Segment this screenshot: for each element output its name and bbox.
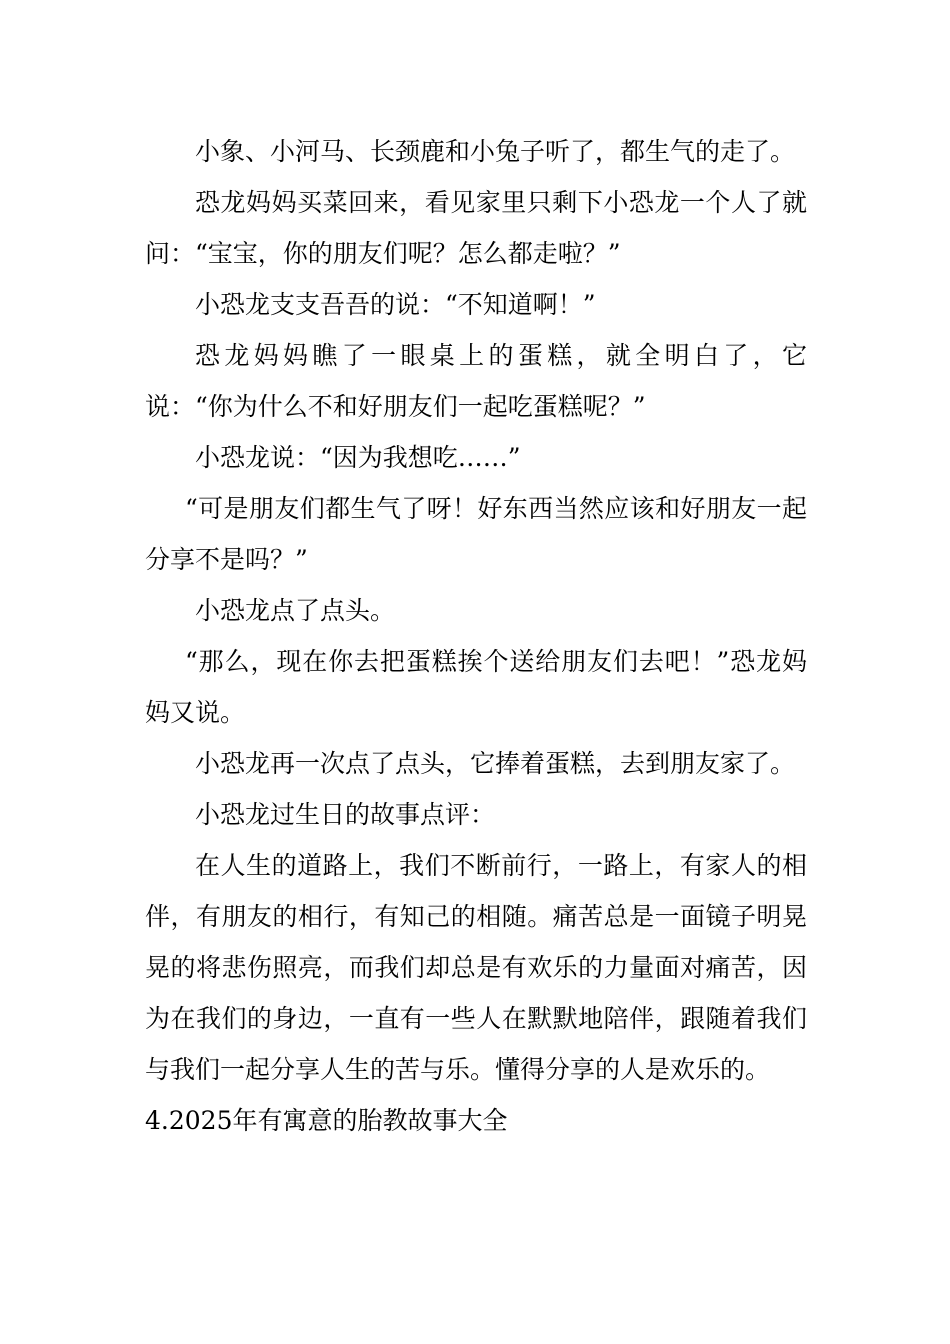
paragraph: 恐龙妈妈瞧了一眼桌上的蛋糕，就全明白了，它说：“你为什么不和好朋友们一起吃蛋糕呢？” (145, 341, 807, 421)
paragraph: “那么，现在你去把蛋糕挨个送给朋友们去吧！”恐龙妈妈又说。 (145, 647, 807, 727)
paragraph: 小恐龙支支吾吾的说：“不知道啊！” (195, 290, 596, 319)
paragraph: 小象、小河马、长颈鹿和小兔子听了，都生气的走了。 (195, 137, 796, 166)
paragraph: 恐龙妈妈买菜回来，看见家里只剩下小恐龙一个人了就问：“宝宝，你的朋友们呢？怎么都走啦？” (145, 188, 807, 268)
section-heading: 4.2025年有寓意的胎教故事大全 (145, 1106, 508, 1135)
document-body (145, 126, 807, 1146)
paragraph: 小恐龙说：“因为我想吃……” (195, 443, 521, 472)
paragraph: 小恐龙过生日的故事点评： (195, 800, 496, 829)
paragraph: 小恐龙再一次点了点头，它捧着蛋糕，去到朋友家了。 (195, 749, 796, 778)
paragraph: 小恐龙点了点头。 (195, 596, 396, 625)
paragraph: “可是朋友们都生气了呀！好东西当然应该和好朋友一起分享不是吗？” (145, 494, 807, 574)
paragraph: 在人生的道路上，我们不断前行，一路上，有家人的相伴，有朋友的相行，有知己的相随。痛苦总是一面镜子明晃晃的将悲伤照亮，而我们却总是有欢乐的力量面对痛苦，因为在我们的身边，一直有一些人在默默地陪伴，跟随着我们与我们一起分享人生的苦与乐。懂得分享的人是欢乐的。 (145, 851, 807, 1084)
